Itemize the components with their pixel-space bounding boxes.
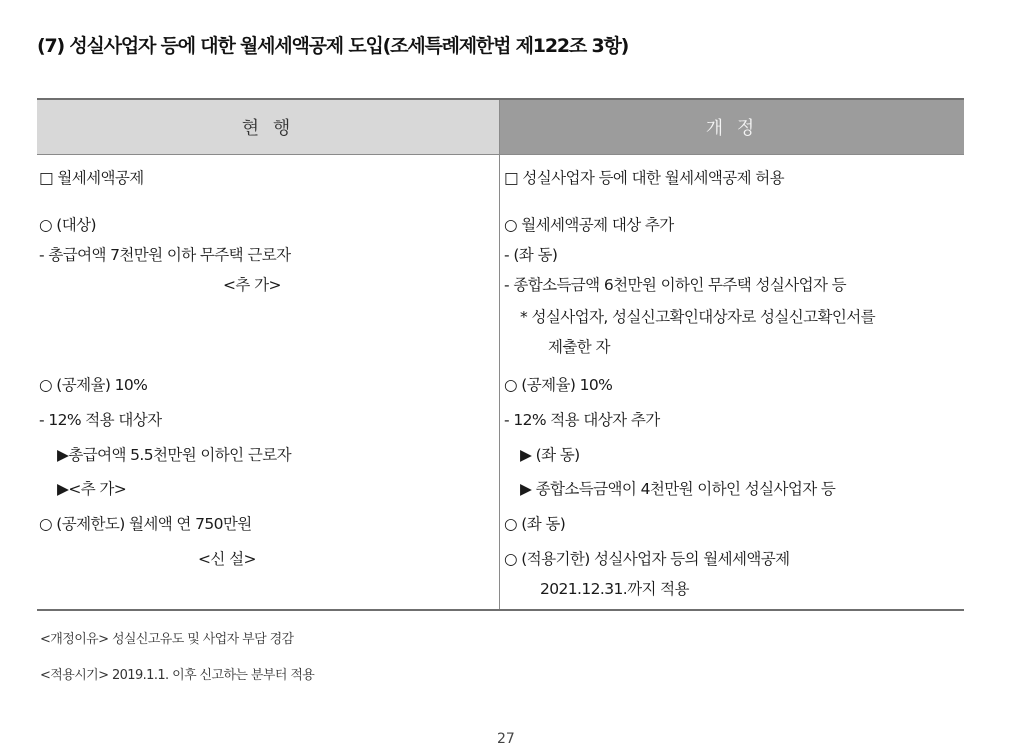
header-revised: 개 정	[500, 100, 964, 154]
table-header	[37, 100, 964, 155]
revised-column	[500, 155, 964, 609]
current-line: □ 월세세액공제	[39, 169, 144, 187]
revised-line: ○ (공제율) 10%	[504, 376, 613, 394]
revised-line: ▶ (좌 동)	[520, 446, 580, 464]
revised-line: - 종합소득금액 6천만원 이하인 무주택 성실사업자 등	[504, 276, 847, 294]
current-line: ▶<추 가>	[57, 480, 127, 498]
section-title: (7) 성실사업자 등에 대한 월세세액공제 도입(조세특례제한법 제122조 3항)	[37, 35, 629, 57]
current-line: - 12% 적용 대상자	[39, 411, 162, 429]
current-line: ▶총급여액 5.5천만원 이하인 근로자	[57, 446, 292, 464]
current-line: ○ (공제율) 10%	[39, 376, 148, 394]
current-line: ○ (대상)	[39, 216, 96, 234]
revised-line: 2021.12.31.까지 적용	[540, 580, 689, 598]
comparison-table	[37, 98, 964, 611]
revised-line: ○ (적용기한) 성실사업자 등의 월세세액공제	[504, 550, 790, 568]
current-line: <신 설>	[198, 550, 256, 568]
current-line: ○ (공제한도) 월세액 연 750만원	[39, 515, 252, 533]
revised-line: ▶ 종합소득금액이 4천만원 이하인 성실사업자 등	[520, 480, 836, 498]
revised-line: ○ 월세세액공제 대상 추가	[504, 216, 674, 234]
current-line: <추 가>	[223, 276, 281, 294]
table-body	[37, 155, 964, 609]
revised-line: * 성실사업자, 성실신고확인대상자로 성실신고확인서를	[520, 308, 876, 326]
revised-line: 제출한 자	[548, 338, 610, 356]
revised-line: □ 성실사업자 등에 대한 월세세액공제 허용	[504, 169, 785, 187]
current-column	[37, 155, 500, 609]
revised-line: - 12% 적용 대상자 추가	[504, 411, 660, 429]
revision-reason-note: <개정이유> 성실신고유도 및 사업자 부담 경감	[40, 632, 294, 647]
header-current: 현 행	[37, 100, 500, 154]
page-number: 27	[497, 731, 515, 747]
effective-date-note: <적용시기> 2019.1.1. 이후 신고하는 분부터 적용	[40, 668, 315, 683]
current-line: - 총급여액 7천만원 이하 무주택 근로자	[39, 246, 291, 264]
revised-line: ○ (좌 동)	[504, 515, 566, 533]
revised-line: - (좌 동)	[504, 246, 558, 264]
